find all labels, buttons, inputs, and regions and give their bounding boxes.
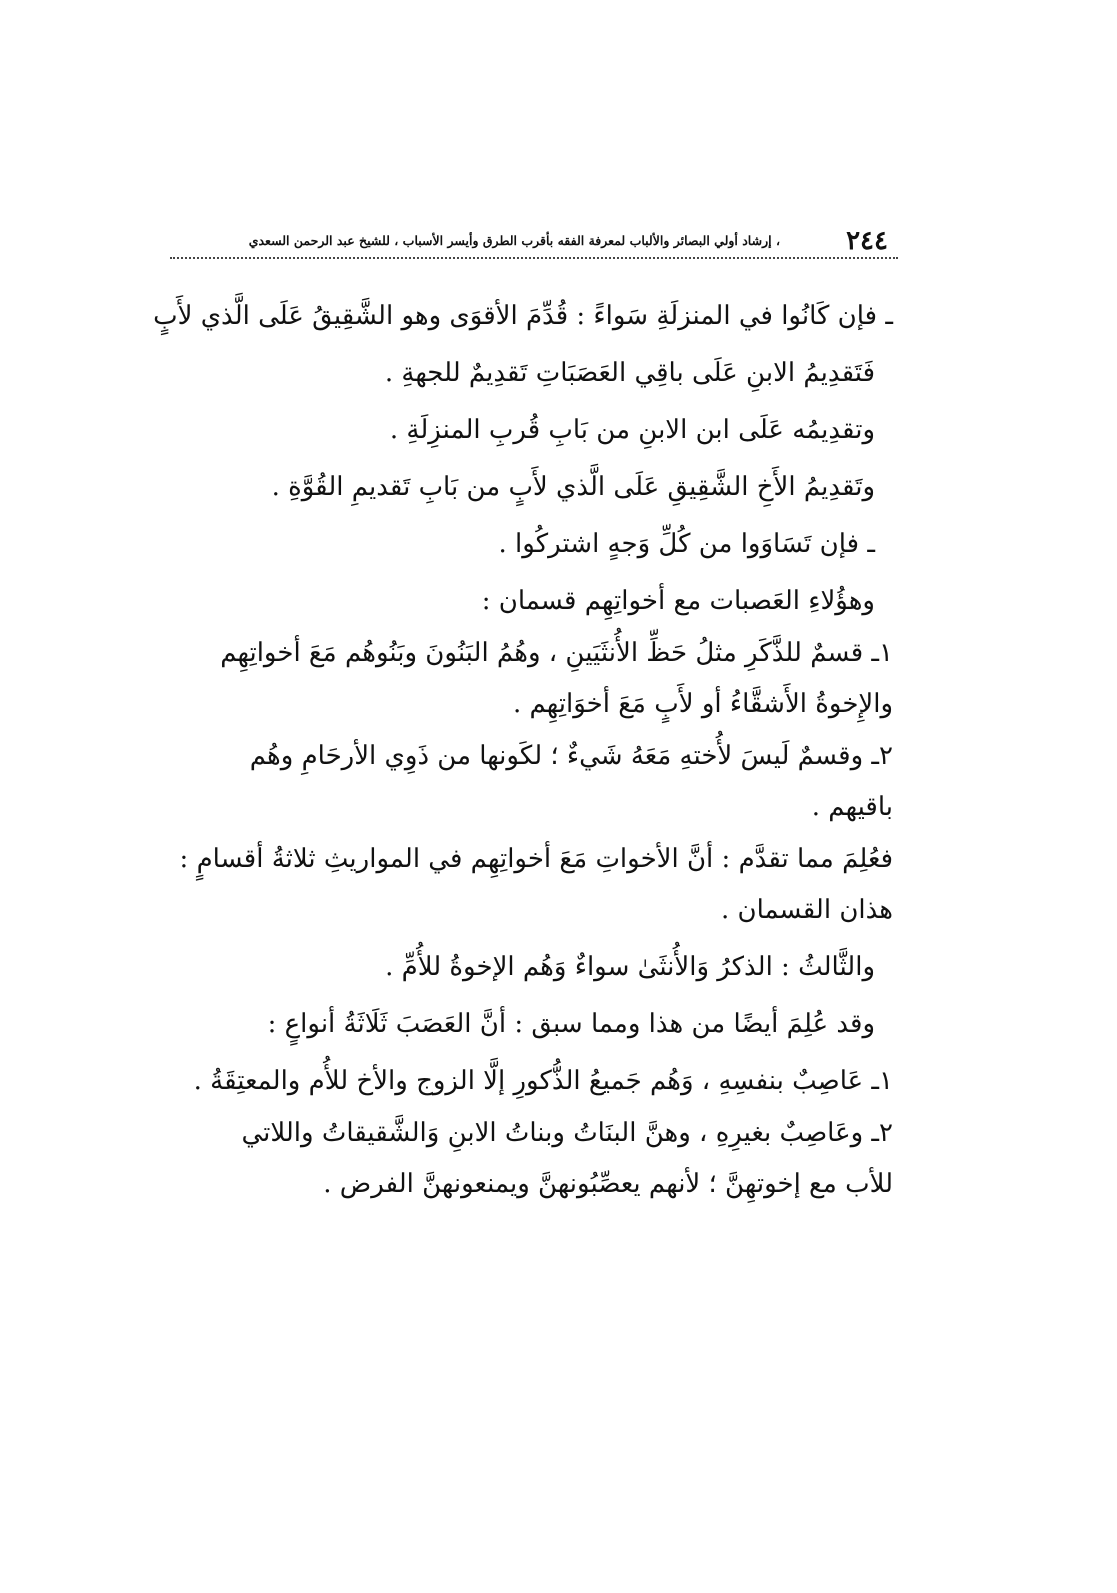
text-line: باقيهم . <box>811 792 893 822</box>
text-line: ٢ـ وعَاصِبٌ بغيرِهِ ، وهنَّ البنَاتُ وبناتُ الابنِ وَالشَّقيقاتُ واللاتي <box>241 1118 893 1148</box>
text-line: هذان القسمان . <box>720 895 893 925</box>
text-line: وهؤُلاءِ العَصبات مع أخواتِهِم قسمان : <box>481 586 875 616</box>
text-line: فَتَقدِيمُ الابنِ عَلَى باقِي العَصَبَاتِ تَقدِيمٌ للجهةِ . <box>384 358 875 388</box>
text-line: والثَّالثُ : الذكرُ وَالأُنثَىٰ سواءٌ وَهُم الإخوةُ للأُمِّ . <box>385 952 875 982</box>
text-line: ـ فإن كَانُوا في المنزلَةِ سَواءً : قُدِّمَ الأقوَى وهو الشَّقِيقُ عَلَى الَّذي لأَبٍ <box>153 301 893 331</box>
header-divider <box>170 257 898 259</box>
body-text <box>153 288 893 1213</box>
text-line: فعُلِمَ مما تقدَّم : أنَّ الأخواتِ مَعَ أخواتِهِم في المواريثِ ثلاثةُ أقسامٍ : <box>179 844 893 874</box>
text-line: ١ـ قسمٌ للذَّكَرِ مثلُ حَظِّ الأُنثَيَينِ ، وهُمُ البَنُونَ وبَنُوهُم مَعَ أخواتِهِم <box>220 638 893 668</box>
text-line: وقد عُلِمَ أيضًا من هذا ومما سبق : أنَّ العَصَبَ ثَلَاثَةُ أنواعٍ : <box>267 1009 875 1039</box>
text-line: ١ـ عَاصِبٌ بنفسِهِ ، وَهُم جَميعُ الذُّكورِ إلَّا الزوج والأخ للأُم والمعتِقَةُ . <box>193 1066 893 1096</box>
page-number: ٢٤٤ <box>846 226 888 256</box>
running-header <box>170 226 898 260</box>
text-line: ـ فإن تَسَاوَوا من كُلِّ وَجهٍ اشتركُوا . <box>498 529 875 559</box>
text-line: ٢ـ وقسمٌ لَيسَ لأُختهِ مَعَهُ شَيءٌ ؛ لكَونها من ذَوِي الأرحَامِ وهُم <box>249 741 893 771</box>
text-line: وتقدِيمُه عَلَى ابن الابنِ من بَابِ قُربِ المنزِلَةِ . <box>389 415 875 445</box>
running-header-title: ، إرشاد أولي البصائر والألباب لمعرفة الفقه بأقرب الطرق وأيسر الأسباب ، للشيخ عبد الرحمن السعدي <box>248 233 780 248</box>
text-line: للأب مع إخوتهِنَّ ؛ لأنهم يعصِّبُونهنَّ ويمنعونهنَّ الفرض . <box>323 1169 893 1199</box>
text-line: وتَقدِيمُ الأَخِ الشَّقِيقِ عَلَى الَّذي لأَبٍ من بَابِ تَقديمِ القُوَّةِ . <box>271 472 875 502</box>
text-line: والإِخوةُ الأَشقَّاءُ أو لأَبٍ مَعَ أخوَاتِهِم . <box>512 689 893 719</box>
